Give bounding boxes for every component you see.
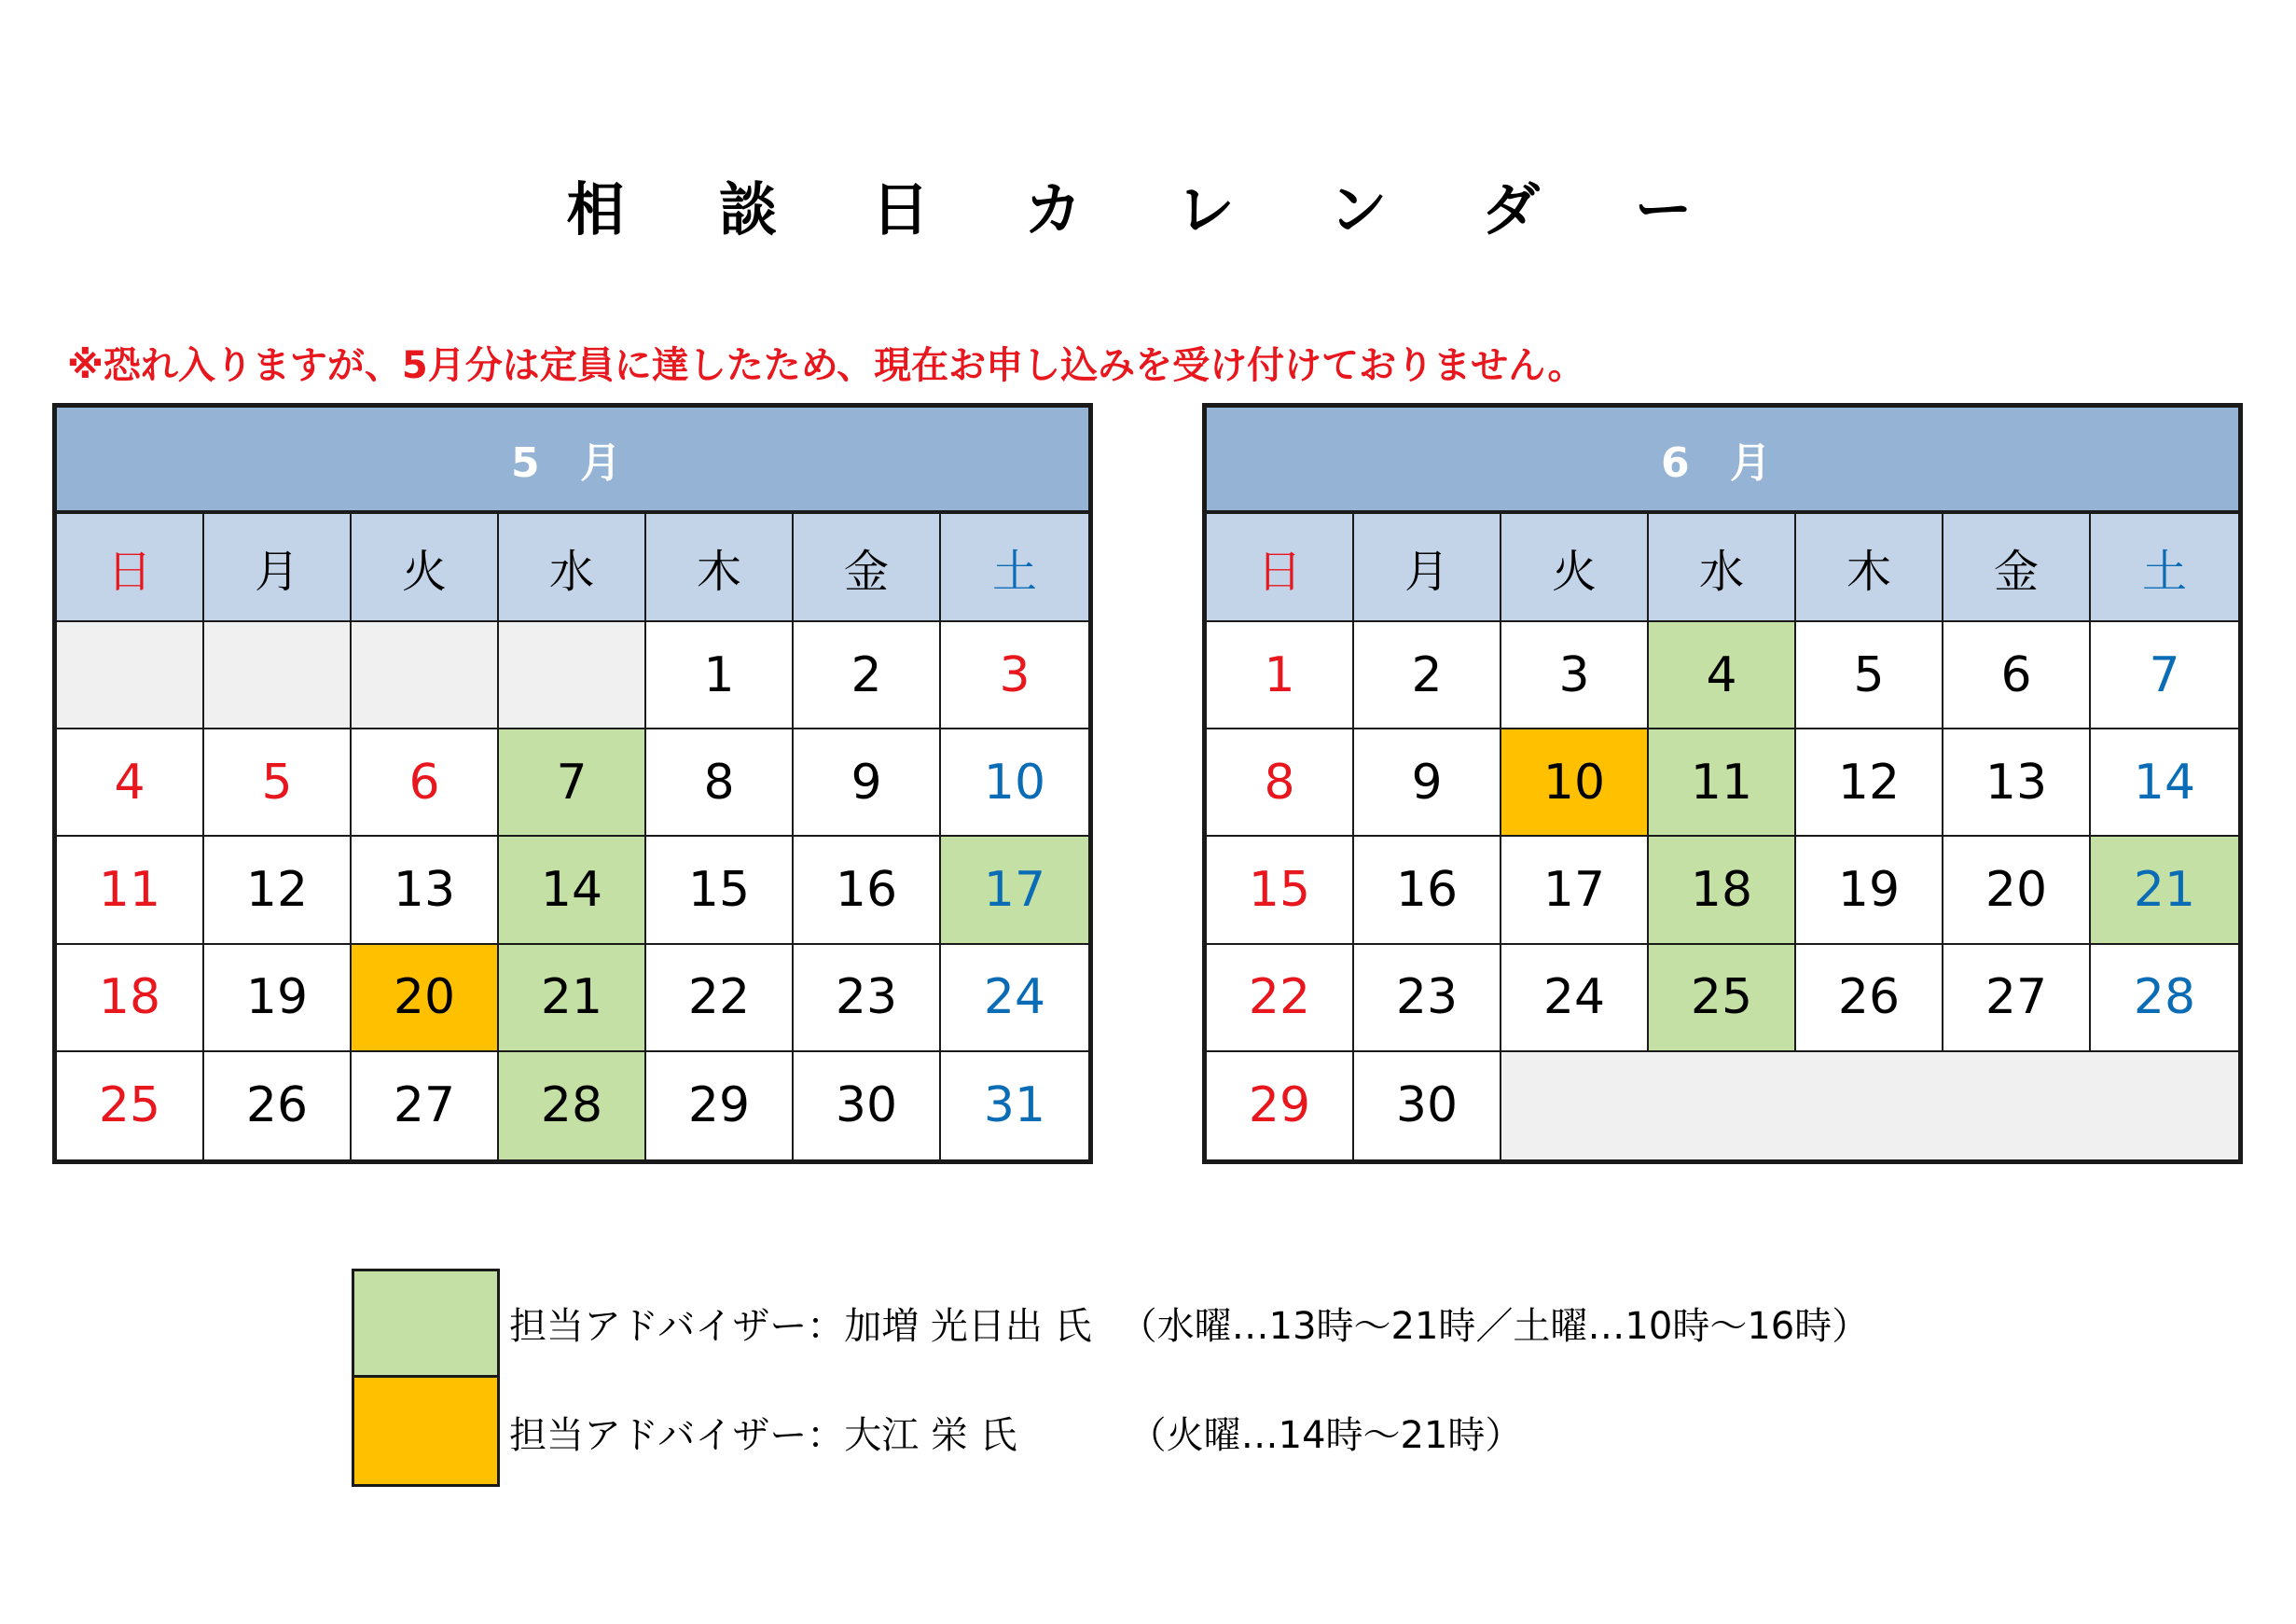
day-cell: 8: [1207, 729, 1354, 837]
day-cell: 8: [646, 729, 794, 837]
day-cell: 15: [646, 837, 794, 944]
day-cell: 23: [794, 945, 941, 1052]
weekday-header: 金: [1943, 514, 2091, 622]
day-cell: 15: [1207, 837, 1354, 944]
day-cell: 25: [57, 1052, 204, 1159]
day-cell: 28: [499, 1052, 646, 1159]
day-cell: 22: [646, 945, 794, 1052]
weekday-header: 月: [1354, 514, 1501, 622]
day-cell: 30: [1354, 1052, 1501, 1159]
legend-item-green: [352, 1269, 1869, 1378]
day-cell: 4: [57, 729, 204, 837]
day-cell: 19: [204, 945, 352, 1052]
day-cell: 12: [204, 837, 352, 944]
weekday-header: 金: [794, 514, 941, 622]
day-cell: 13: [352, 837, 499, 944]
day-cell: 16: [794, 837, 941, 944]
empty-day-cell: [204, 622, 352, 729]
day-cell: 16: [1354, 837, 1501, 944]
weekday-header: 水: [499, 514, 646, 622]
day-cell: 30: [794, 1052, 941, 1159]
weekday-header: 日: [1207, 514, 1354, 622]
day-cell: 26: [204, 1052, 352, 1159]
weekday-header: 水: [1649, 514, 1796, 622]
empty-day-cell: [57, 622, 204, 729]
day-cell: 18: [1649, 837, 1796, 944]
empty-day-cell: [1501, 1052, 1649, 1159]
day-cell: 11: [1649, 729, 1796, 837]
day-cell: 5: [1796, 622, 1943, 729]
empty-day-cell: [1649, 1052, 1796, 1159]
day-cell: 23: [1354, 945, 1501, 1052]
empty-day-cell: [1943, 1052, 2091, 1159]
legend-swatch-green: [352, 1269, 500, 1378]
empty-day-cell: [352, 622, 499, 729]
day-cell: 24: [941, 945, 1088, 1052]
day-cell: 20: [1943, 837, 2091, 944]
day-cell: 10: [941, 729, 1088, 837]
empty-day-cell: [499, 622, 646, 729]
day-cell: 26: [1796, 945, 1943, 1052]
day-cell: 14: [2091, 729, 2238, 837]
calendar-june: [1202, 403, 2243, 1164]
day-cell: 3: [941, 622, 1088, 729]
day-cell: 29: [646, 1052, 794, 1159]
day-cell: 31: [983, 1077, 1046, 1134]
weekday-header: 木: [1796, 514, 1943, 622]
calendar-may: [52, 403, 1093, 1164]
legend-swatch-orange: [352, 1378, 500, 1487]
day-cell: 4: [1649, 622, 1796, 729]
day-cell: 5: [204, 729, 352, 837]
weekday-header: 日: [57, 514, 204, 622]
day-cell: 7: [499, 729, 646, 837]
day-cell: 19: [1796, 837, 1943, 944]
day-cell: 11: [57, 837, 204, 944]
weekday-header: 木: [646, 514, 794, 622]
day-cell: 2: [794, 622, 941, 729]
weekday-header: 火: [1501, 514, 1649, 622]
day-cell: 22: [1207, 945, 1354, 1052]
legend-hours: （火曜…14時～21時）: [1128, 1414, 1523, 1457]
day-cell: 17: [941, 837, 1088, 944]
day-cell: 14: [499, 837, 646, 944]
day-cell: 20: [352, 945, 499, 1052]
day-cell: 24: [1501, 945, 1649, 1052]
legend-item-orange: [352, 1378, 1869, 1487]
weekday-header: 月: [204, 514, 352, 622]
empty-day-cell: [2091, 1052, 2238, 1159]
day-cell: 7: [2091, 622, 2238, 729]
day-cell: 21: [499, 945, 646, 1052]
legend-label: [509, 1406, 1522, 1459]
day-cell: 2: [1354, 622, 1501, 729]
day-cell: 1: [1207, 622, 1354, 729]
day-cell: 9: [794, 729, 941, 837]
legend-hours: （水曜…13時～21時／土曜…10時～16時）: [1119, 1305, 1870, 1348]
day-cell: 17: [1501, 837, 1649, 944]
month-header: 6 月: [1207, 408, 2238, 514]
legend-advisor: 担当アドバイザー：大江 栄 氏: [509, 1414, 1017, 1457]
day-cell: 13: [1943, 729, 2091, 837]
day-cell: 27: [352, 1052, 499, 1159]
page-title: 相 談 日 カ レ ン ダ ー: [566, 175, 1730, 243]
day-cell: 28: [2091, 945, 2238, 1052]
day-cell: 3: [1501, 622, 1649, 729]
day-cell: 10: [1501, 729, 1649, 837]
day-cell: 6: [1943, 622, 2091, 729]
day-cell: 25: [1649, 945, 1796, 1052]
day-cell: 9: [1354, 729, 1501, 837]
legend: [352, 1269, 1869, 1487]
notice-text: ※恐れ入りますが、5月分は定員に達したため、現在お申し込みを受け付けておりません。: [67, 344, 1585, 387]
legend-advisor: 担当アドバイザー：加増 光日出 氏: [509, 1305, 1092, 1348]
day-cell: 21: [2091, 837, 2238, 944]
day-cell: 18: [57, 945, 204, 1052]
weekday-header: 土: [2091, 514, 2238, 622]
day-cell: 6: [352, 729, 499, 837]
empty-day-cell: [1796, 1052, 1943, 1159]
day-cell: 27: [1943, 945, 2091, 1052]
day-cell: 29: [1207, 1052, 1354, 1159]
weekday-header: 火: [352, 514, 499, 622]
day-cell: 1: [646, 622, 794, 729]
month-header: 5 月: [57, 408, 1088, 514]
day-cell: 12: [1796, 729, 1943, 837]
weekday-header: 土: [941, 514, 1088, 622]
legend-label: [509, 1297, 1869, 1350]
